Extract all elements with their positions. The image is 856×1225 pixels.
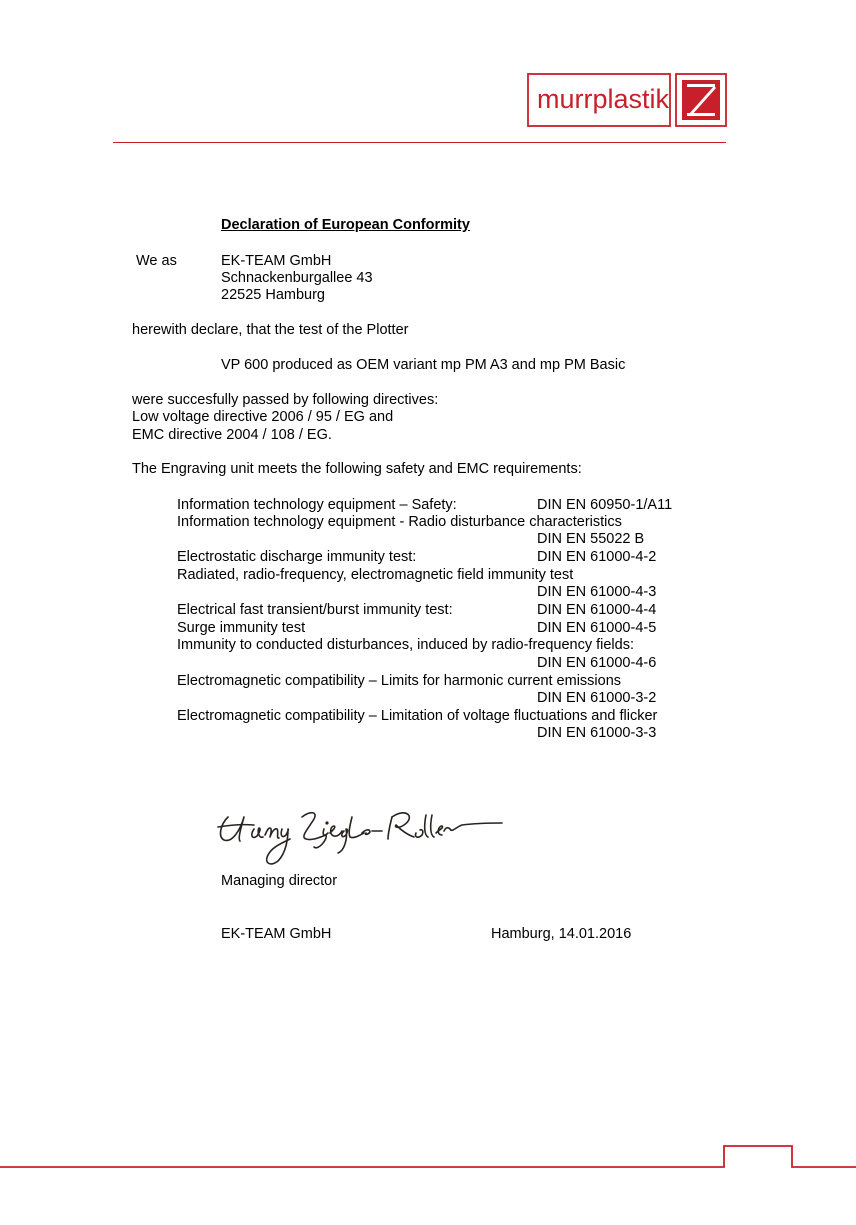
address-company: EK-TEAM GmbH (221, 253, 332, 269)
requirements-intro: The Engraving unit meets the following safety and EMC requirements: (132, 461, 582, 477)
footer-rule (0, 1145, 856, 1175)
address-city: 22525 Hamburg (221, 287, 325, 303)
requirement-standard: DIN EN 61000-3-3 (537, 725, 657, 741)
requirement-name: Electrostatic discharge immunity test: (177, 549, 417, 565)
footer-place-date: Hamburg, 14.01.2016 (491, 926, 632, 942)
directive-emc: EMC directive 2004 / 108 / EG. (132, 427, 332, 443)
address-street: Schnackenburgallee 43 (221, 270, 373, 286)
declare-line: herewith declare, that the test of the Plotter (132, 322, 409, 338)
we-as-label: We as (136, 253, 177, 269)
requirement-name: Immunity to conducted disturbances, induced by radio-frequency fields: (177, 637, 634, 653)
document-title: Declaration of European Conformity (221, 217, 470, 233)
requirement-name: Electromagnetic compatibility – Limits for harmonic current emissions (177, 673, 622, 689)
requirement-standard: DIN EN 55022 B (537, 531, 645, 547)
requirement-name: Information technology equipment – Safety: (177, 497, 457, 513)
footer-company: EK-TEAM GmbH (221, 926, 332, 942)
requirement-name: Radiated, radio-frequency, electromagnetic field immunity test (177, 567, 574, 583)
requirement-standard: DIN EN 61000-4-4 (537, 602, 657, 618)
signature (210, 795, 505, 870)
requirement-name: Electromagnetic compatibility – Limitation of voltage fluctuations and flicker (177, 708, 658, 724)
murrplastik-logo (527, 73, 727, 127)
requirement-name: Electrical fast transient/burst immunity test: (177, 602, 453, 618)
requirement-standard: DIN EN 61000-4-3 (537, 584, 657, 600)
requirement-standard: DIN EN 60950-1/A11 (537, 497, 673, 513)
requirement-name: Information technology equipment - Radio disturbance characteristics (177, 514, 622, 530)
requirement-standard: DIN EN 61000-4-5 (537, 620, 657, 636)
product-line: VP 600 produced as OEM variant mp PM A3 and mp PM Basic (221, 357, 626, 373)
requirement-standard: DIN EN 61000-4-2 (537, 549, 657, 565)
logo-wordmark: murrplastik (537, 84, 670, 114)
directive-low-voltage: Low voltage directive 2006 / 95 / EG and (132, 409, 394, 425)
header-rule (113, 142, 726, 143)
requirement-standard: DIN EN 61000-3-2 (537, 690, 657, 706)
directives-intro: were succesfully passed by following directives: (132, 392, 439, 408)
requirement-standard: DIN EN 61000-4-6 (537, 655, 657, 671)
requirement-name: Surge immunity test (177, 620, 306, 636)
signatory-role: Managing director (221, 873, 338, 889)
